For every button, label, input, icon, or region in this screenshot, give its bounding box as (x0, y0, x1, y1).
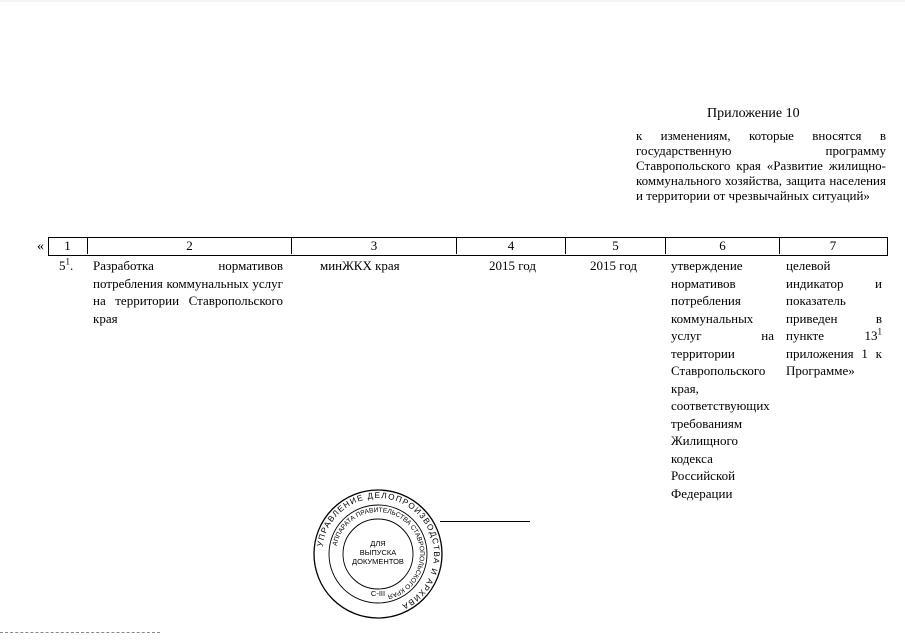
appendix-title: Приложение 10 (707, 106, 800, 121)
official-stamp (312, 488, 444, 620)
stamp-center-line-1: ДЛЯ (370, 539, 386, 548)
appendix-description: к изменениям, которые вносятся в государственную программу Ставропольского края «Развитие жилищно-коммунального хозяйства, защита населения и территории от чрезвычайных ситуаций» (636, 128, 886, 203)
row-number-superscript: 1 (65, 256, 70, 267)
table-header-cell: 2 (186, 238, 193, 253)
row-indicator (786, 257, 882, 380)
table-header-cell: 6 (719, 238, 726, 253)
row-activity-name: Разработка нормативов потребления коммунальных услуг на территории Ставропольского края (93, 258, 283, 326)
row-number-main: 5 (59, 258, 66, 273)
scan-top-edge (0, 0, 905, 2)
row-number (59, 257, 73, 275)
row-number-suffix: . (70, 258, 74, 273)
row-expected-result: утверждение нормативов потребления коммунальных услуг на территории Ставропольского края, соответствующих требованиям Жилищного кодекса Российской Федерации (671, 258, 774, 501)
footer-dashed-line (0, 632, 160, 633)
stamp-outer-textpath: УПРАВЛЕНИЕ ДЕЛОПРОИЗВОДСТВА И АРХИВА (315, 490, 442, 612)
row-start-date: 2015 год (489, 258, 536, 273)
row-indicator-text: целевой индикатор и показатель приведен в пункте 13 (786, 258, 882, 343)
row-executor: минЖКХ края (320, 258, 400, 273)
row-indicator-superscript: 1 (877, 326, 882, 337)
row-end-date: 2015 год (590, 258, 637, 273)
row-indicator-tail: приложения 1 к Программе» (786, 345, 882, 378)
signature-line (440, 521, 530, 522)
stamp-center-line-3: ДОКУМЕНТОВ (352, 557, 404, 566)
table-header-cell: 4 (507, 238, 515, 253)
table-header-cell: 1 (64, 238, 71, 253)
table-header-cell: 3 (370, 238, 378, 253)
stamp-middle-textpath: АППАРАТА ПРАВИТЕЛЬСТВА СТАВРОПОЛЬСКОГО КРАЯ (331, 506, 426, 600)
stamp-code: С-III (370, 589, 386, 598)
table-open-quote: « (37, 239, 44, 254)
stamp-center-line-2: ВЫПУСКА (359, 548, 397, 557)
table-header-cell: 5 (612, 238, 619, 253)
table-header-cell: 7 (829, 238, 837, 253)
